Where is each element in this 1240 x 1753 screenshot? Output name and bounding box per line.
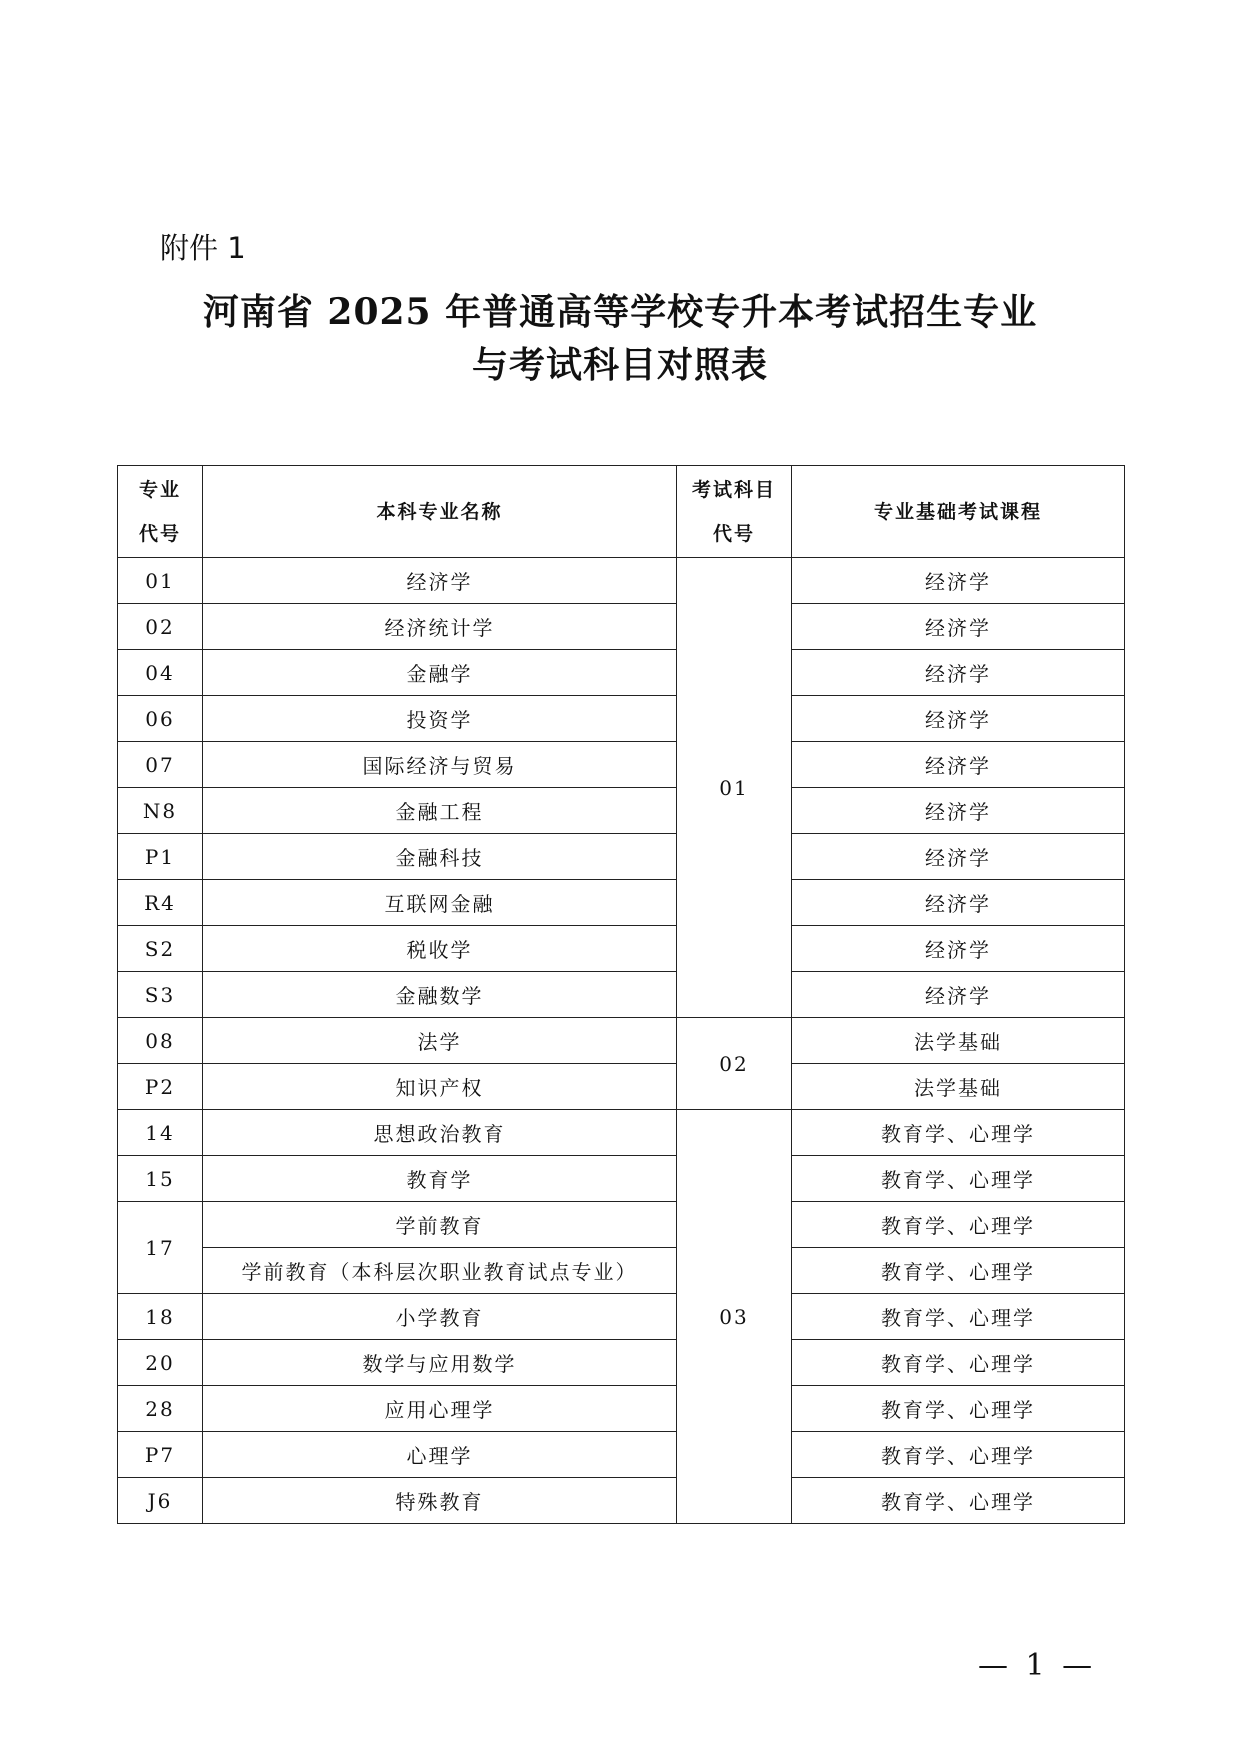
major-name: 应用心理学 bbox=[203, 1386, 677, 1432]
base-course: 教育学、心理学 bbox=[792, 1248, 1125, 1294]
major-code: S3 bbox=[118, 972, 203, 1018]
major-name: 金融数学 bbox=[203, 972, 677, 1018]
base-course: 经济学 bbox=[792, 604, 1125, 650]
major-code: 04 bbox=[118, 650, 203, 696]
major-name: 经济学 bbox=[203, 558, 677, 604]
major-name: 教育学 bbox=[203, 1156, 677, 1202]
base-course: 法学基础 bbox=[792, 1018, 1125, 1064]
major-name: 知识产权 bbox=[203, 1064, 677, 1110]
major-code: 14 bbox=[118, 1110, 203, 1156]
base-course: 法学基础 bbox=[792, 1064, 1125, 1110]
major-code: J6 bbox=[118, 1478, 203, 1524]
header-major-code: 专业 代号 bbox=[118, 466, 203, 558]
major-subject-table bbox=[117, 465, 1125, 1524]
major-name: 小学教育 bbox=[203, 1294, 677, 1340]
base-course: 教育学、心理学 bbox=[792, 1294, 1125, 1340]
table-row bbox=[118, 972, 1125, 1018]
base-course: 教育学、心理学 bbox=[792, 1340, 1125, 1386]
base-course: 经济学 bbox=[792, 926, 1125, 972]
subject-code: 01 bbox=[677, 558, 792, 1018]
major-code: 08 bbox=[118, 1018, 203, 1064]
major-code: N8 bbox=[118, 788, 203, 834]
major-name: 心理学 bbox=[203, 1432, 677, 1478]
subject-code: 03 bbox=[677, 1110, 792, 1524]
table-row bbox=[118, 1432, 1125, 1478]
table-row bbox=[118, 742, 1125, 788]
table-row bbox=[118, 1018, 1125, 1064]
table-row bbox=[118, 880, 1125, 926]
table-row bbox=[118, 1386, 1125, 1432]
table-row bbox=[118, 604, 1125, 650]
base-course: 经济学 bbox=[792, 696, 1125, 742]
base-course: 经济学 bbox=[792, 834, 1125, 880]
base-course: 经济学 bbox=[792, 742, 1125, 788]
base-course: 教育学、心理学 bbox=[792, 1202, 1125, 1248]
major-name: 特殊教育 bbox=[203, 1478, 677, 1524]
major-code: 02 bbox=[118, 604, 203, 650]
page-number: — 1 — bbox=[978, 1648, 1097, 1683]
table-row bbox=[118, 834, 1125, 880]
major-code: P2 bbox=[118, 1064, 203, 1110]
table-row bbox=[118, 1248, 1125, 1294]
major-name: 金融科技 bbox=[203, 834, 677, 880]
table-row bbox=[118, 1294, 1125, 1340]
table-row bbox=[118, 788, 1125, 834]
base-course: 教育学、心理学 bbox=[792, 1156, 1125, 1202]
major-name: 法学 bbox=[203, 1018, 677, 1064]
base-course: 教育学、心理学 bbox=[792, 1432, 1125, 1478]
major-name: 投资学 bbox=[203, 696, 677, 742]
major-code: 20 bbox=[118, 1340, 203, 1386]
table-header-row bbox=[118, 466, 1125, 558]
base-course: 经济学 bbox=[792, 650, 1125, 696]
header-subject-code: 考试科目 代号 bbox=[677, 466, 792, 558]
major-name: 国际经济与贸易 bbox=[203, 742, 677, 788]
major-name: 经济统计学 bbox=[203, 604, 677, 650]
major-name: 税收学 bbox=[203, 926, 677, 972]
header-base-course: 专业基础考试课程 bbox=[792, 466, 1125, 558]
major-name: 学前教育 bbox=[203, 1202, 677, 1248]
base-course: 教育学、心理学 bbox=[792, 1478, 1125, 1524]
major-name: 金融学 bbox=[203, 650, 677, 696]
major-code: S2 bbox=[118, 926, 203, 972]
major-code: 18 bbox=[118, 1294, 203, 1340]
major-code: P7 bbox=[118, 1432, 203, 1478]
table-row bbox=[118, 558, 1125, 604]
major-code: 15 bbox=[118, 1156, 203, 1202]
major-code: R4 bbox=[118, 880, 203, 926]
document-title: 河南省 2025 年普通高等学校专升本考试招生专业 bbox=[202, 291, 1038, 333]
table-row bbox=[118, 1478, 1125, 1524]
major-name: 学前教育（本科层次职业教育试点专业） bbox=[203, 1248, 677, 1294]
major-name: 思想政治教育 bbox=[203, 1110, 677, 1156]
table-row bbox=[118, 926, 1125, 972]
attachment-label: 附件 1 bbox=[160, 231, 246, 265]
major-name: 互联网金融 bbox=[203, 880, 677, 926]
subject-code: 02 bbox=[677, 1018, 792, 1110]
table-row bbox=[118, 696, 1125, 742]
major-code: 28 bbox=[118, 1386, 203, 1432]
major-code: 07 bbox=[118, 742, 203, 788]
major-name: 数学与应用数学 bbox=[203, 1340, 677, 1386]
major-code: 06 bbox=[118, 696, 203, 742]
major-code: 17 bbox=[118, 1202, 203, 1294]
base-course: 经济学 bbox=[792, 880, 1125, 926]
base-course: 经济学 bbox=[792, 788, 1125, 834]
major-code: P1 bbox=[118, 834, 203, 880]
table-row bbox=[118, 1110, 1125, 1156]
major-code: 01 bbox=[118, 558, 203, 604]
major-name: 金融工程 bbox=[203, 788, 677, 834]
table-row bbox=[118, 1156, 1125, 1202]
base-course: 教育学、心理学 bbox=[792, 1386, 1125, 1432]
base-course: 经济学 bbox=[792, 558, 1125, 604]
table-row bbox=[118, 1340, 1125, 1386]
table-row bbox=[118, 1064, 1125, 1110]
header-major-name: 本科专业名称 bbox=[203, 466, 677, 558]
table-row bbox=[118, 650, 1125, 696]
base-course: 教育学、心理学 bbox=[792, 1110, 1125, 1156]
document-subtitle: 与考试科目对照表 bbox=[471, 344, 768, 386]
base-course: 经济学 bbox=[792, 972, 1125, 1018]
table-row bbox=[118, 1202, 1125, 1248]
